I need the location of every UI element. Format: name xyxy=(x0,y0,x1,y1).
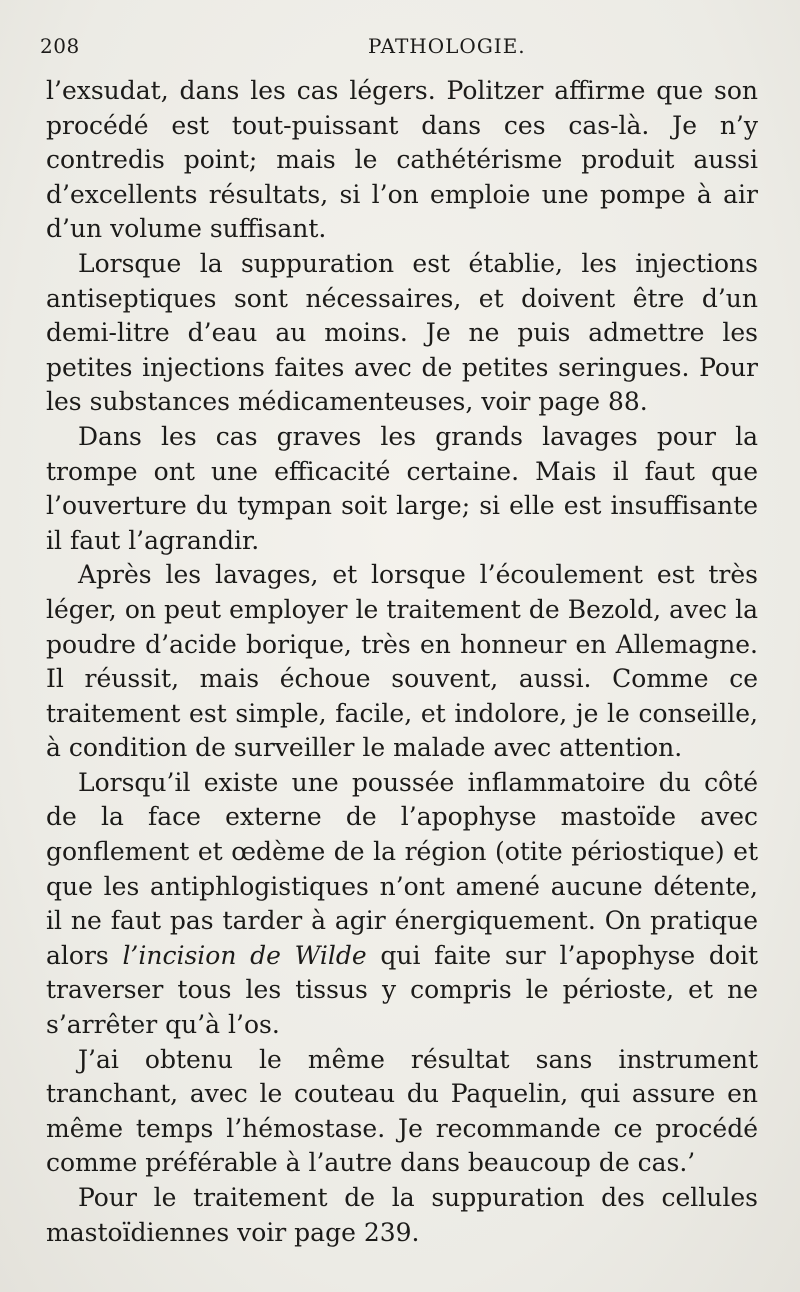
italic-term: l’incision de Wilde xyxy=(122,940,367,970)
body-text xyxy=(46,74,758,1250)
paragraph-paquelin: J’ai obtenu le même résultat sans instrument tranchant, avec le couteau du Paquelin, qui assure en même temps l’hémostase. Je recommande ce procédé comme préférable à l’autre dans beaucoup de cas.’ xyxy=(46,1044,758,1178)
paragraph-text-after: qui faite sur l’apophyse doit traverser tous les tissus y compris le périoste, et ne s’arrêter qu’à l’os. xyxy=(46,940,758,1040)
paragraph-lavages: Après les lavages, et lorsque l’écoulement est très léger, on peut employer le traitement de Bezold, avec la poudre d’acide borique, très en honneur en Allemagne. Il réussit, mais échoue souvent, aussi. Comme ce traitement est simple, facile, et indolore, je le conseille, à condition de surveiller le malade avec attention. xyxy=(46,560,758,763)
page-header xyxy=(40,34,760,64)
paragraph-text-before: Lorsqu’il existe une poussée inflammatoire du côté de la face externe de l’apophyse mastoïde avec gonflement et œdème de la région (otite périostique) et que les antiphlogistiques n’ont amené aucune détente, il ne faut pas tarder à agir énergiquement. On pratique alors xyxy=(46,767,758,970)
paragraph-poussee-inflammatoire xyxy=(46,766,758,1043)
paragraph-cas-graves: Dans les cas graves les grands lavages pour la trompe ont une efficacité certaine. Mais il faut que l’ouverture du tympan soit large; si elle est insuffisante il faut l’agrandir. xyxy=(46,421,758,555)
paragraph-exsudat: l’exsudat, dans les cas légers. Politzer affirme que son procédé est tout-puissant dans ces cas-là. Je n’y contredis point; mais le cathétérisme produit aussi d’excellents résultats, si l’on emploie une pompe à air d’un volume suffisant. xyxy=(46,76,758,244)
paragraph-cellules-mastoidiennes: Pour le traitement de la suppuration des cellules mastoïdiennes voir page 239. xyxy=(46,1183,758,1247)
page-number: 208 xyxy=(40,34,80,58)
running-title: PATHOLOGIE. xyxy=(368,34,526,58)
paragraph-suppuration: Lorsque la suppuration est établie, les injections antiseptiques sont nécessaires, et doivent être d’un demi-litre d’eau au moins. Je ne puis admettre les petites injections faites avec de petites seringues. Pour les substances médicamenteuses, voir page 88. xyxy=(46,248,758,417)
